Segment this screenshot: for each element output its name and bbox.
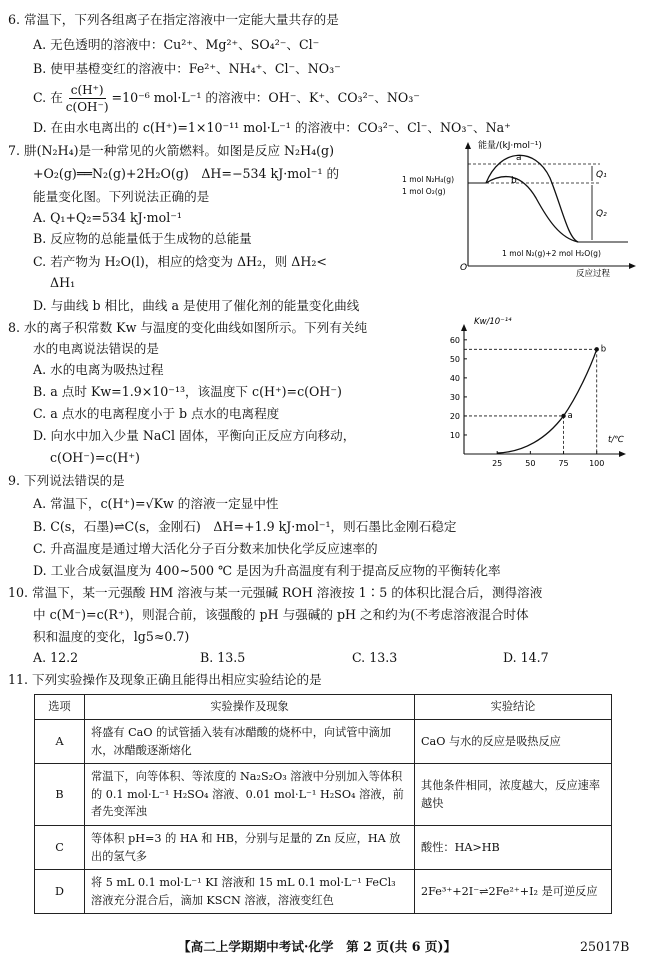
q6-stem: 6. 常温下，下列各组离子在指定溶液中一定能大量共存的是 [8,12,339,27]
q10-option-c: C. 13.3 [352,650,398,665]
q8-option-b: B. a 点时 Kw=1.9×10⁻¹³，该温度下 c(H⁺)=c(OH⁻) [33,384,342,399]
q8-kw-chart [440,314,640,474]
kw-x-tick-label: 100 [589,459,605,468]
q9-option-b: B. C(s，石墨)⇌C(s，金刚石) ΔH=+1.9 kJ·mol⁻¹，则石墨比金刚石稳定 [33,519,457,534]
q7-reactant1: 1 mol N₂H₄(g) [402,175,455,184]
kw-x-tick-label: 25 [492,459,503,468]
q6-option-d: D. 在由水电离出的 c(H⁺)=1×10⁻¹¹ mol·L⁻¹ 的溶液中：CO₃²⁻、Cl⁻、NO₃⁻、Na⁺ [33,120,511,135]
q7-curve-a [486,155,578,242]
row-operation: 将 5 mL 0.1 mol·L⁻¹ KI 溶液和 15 mL 0.1 mol·L⁻¹ FeCl₃ 溶液充分混合后，滴加 KSCN 溶液，溶液变红色 [85,870,415,914]
q6-option-a: A. 无色透明的溶液中：Cu²⁺、Mg²⁺、SO₄²⁻、Cl⁻ [33,37,320,52]
q9-option-a: A. 常温下，c(H⁺)=√Kw 的溶液一定显中性 [33,496,279,511]
paper-code: 25017B [580,939,630,954]
q8-stem-line2: 水的电离说法错误的是 [33,341,159,356]
kw-y-tick-label: 50 [449,354,460,364]
q10-stem-line3: 积和温度的变化，lg5≈0.7) [33,629,190,644]
kw-point-label: a [567,410,573,421]
q10-option-b: B. 13.5 [200,650,246,665]
kw-y-tick-label: 60 [449,335,460,345]
q7-reactant2: 1 mol O₂(g) [402,187,446,196]
q11-experiment-table [34,694,612,914]
q7-curve-b [486,177,578,242]
q7-option-b: B. 反应物的总能量低于生成物的总能量 [33,231,252,246]
row-conclusion: 2Fe³⁺+2I⁻⇌2Fe²⁺+I₂ 是可逆反应 [415,870,612,914]
kw-y-tick-label: 20 [449,411,460,421]
q6-fraction-denominator: c(OH⁻) [65,100,109,114]
row-operation: 等体积 pH=3 的 HA 和 HB，分别与足量的 Zn 反应，HA 放出的氢气多 [85,826,415,870]
header-operation: 实验操作及现象 [85,695,415,720]
q7-energy-diagram [400,138,640,278]
q6-fraction-numerator: c(H⁺) [70,83,104,97]
kw-y-arrow [461,324,467,331]
q7-option-c-line1: C. 若产物为 H₂O(l)，相应的焓变为 ΔH₂，则 ΔH₂< [33,254,327,269]
q7-x-arrow [629,263,636,269]
q8-option-a: A. 水的电离为吸热过程 [33,362,164,377]
q6-option-c [33,84,420,113]
q8-xlabel: t/℃ [608,435,624,445]
kw-x-tick-label: 50 [525,459,536,468]
q7-curve-a-label: a [516,153,522,163]
q7-y-arrow [465,142,471,149]
kw-x-tick-label: 75 [558,459,569,468]
q10-stem-line1: 10. 常温下，某一元强酸 HM 溶液与某一元强碱 ROH 溶液按 1∶5 的体积比混合后，测得溶液 [8,585,543,600]
q8-stem-line1: 8. 水的离子积常数 Kw 与温度的变化曲线如图所示。下列有关纯 [8,320,368,335]
q7-origin: O [460,263,468,273]
kw-point [595,347,599,351]
row-operation: 常温下，向等体积、等浓度的 Na₂S₂O₃ 溶液中分别加入等体积的 0.1 mol·L⁻¹ H₂SO₄ 溶液、0.01 mol·L⁻¹ H₂SO₄ 溶液，前者先变浑浊 [85,764,415,826]
q7-stem-line1: 7. 肼(N₂H₄)是一种常见的火箭燃料。如图是反应 N₂H₄(g) [8,143,335,158]
row-conclusion: 酸性：HA>HB [415,826,612,870]
kw-x-arrow [619,451,626,457]
table-row [35,764,612,826]
page-footer: 【高二上学期期中考试·化学 第 2 页(共 6 页)】 [178,939,457,954]
row-option: D [35,870,85,914]
q9-stem: 9. 下列说法错误的是 [8,473,125,488]
kw-y-tick-label: 40 [449,373,460,383]
q6-fraction [66,84,109,113]
header-conclusion: 实验结论 [415,695,612,720]
row-option: A [35,720,85,764]
q8-option-c: C. a 点水的电离程度小于 b 点水的电离程度 [33,406,280,421]
table-row [35,870,612,914]
q7-option-a: A. Q₁+Q₂=534 kJ·mol⁻¹ [33,210,182,225]
q7-q1-label: Q₁ [596,170,607,180]
q10-stem-line2: 中 c(M⁻)=c(R⁺)，则混合前，该强酸的 pH 与强碱的 pH 之和约为(不考虑溶液混合时体 [33,607,529,622]
q6-option-b: B. 使甲基橙变红的溶液中：Fe²⁺、NH₄⁺、Cl⁻、NO₃⁻ [33,61,341,76]
q7-stem-line2: +O₂(g)══N₂(g)+2H₂O(g) ΔH=−534 kJ·mol⁻¹ 的 [33,166,340,181]
row-option: C [35,826,85,870]
q7-option-d: D. 与曲线 b 相比，曲线 a 是使用了催化剂的能量变化曲线 [33,298,360,313]
table-row [35,720,612,764]
q8-option-d-line1: D. 向水中加入少量 NaCl 固体，平衡向正反应方向移动， [33,428,356,443]
kw-curve [497,349,597,453]
q7-ylabel: 能量/(kJ·mol⁻¹) [478,141,542,151]
row-conclusion: CaO 与水的反应是吸热反应 [415,720,612,764]
q7-stem-line3: 能量变化图。下列说法正确的是 [33,189,210,204]
kw-point [561,414,565,418]
q8-option-d-line2: c(OH⁻)=c(H⁺) [50,450,140,465]
q11-stem: 11. 下列实验操作及现象正确且能得出相应实验结论的是 [8,672,322,687]
q6-option-c-suffix: =10⁻⁶ mol·L⁻¹ 的溶液中：OH⁻、K⁺、CO₃²⁻、NO₃⁻ [111,90,420,106]
row-conclusion: 其他条件相同，浓度越大，反应速率越快 [415,764,612,826]
kw-point-label: b [600,344,607,355]
q10-option-d: D. 14.7 [503,650,549,665]
q7-q2-label: Q₂ [596,209,607,219]
q9-option-d: D. 工业合成氨温度为 400~500 ℃ 是因为升高温度有利于提高反应物的平衡转化率 [33,563,501,578]
q7-curve-b-label: b [511,176,517,186]
q7-option-c-line2: ΔH₁ [50,275,76,290]
table-header-row [35,695,612,720]
q9-option-c: C. 升高温度是通过增大活化分子百分数来加快化学反应速率的 [33,541,378,556]
row-option: B [35,764,85,826]
q8-ylabel: Kw/10⁻¹⁴ [474,317,512,327]
q7-xlabel: 反应过程 [576,269,611,278]
q10-option-a: A. 12.2 [33,650,79,665]
row-operation: 将盛有 CaO 的试管插入装有冰醋酸的烧杯中，向试管中滴加水，冰醋酸逐渐熔化 [85,720,415,764]
kw-y-tick-label: 10 [449,430,460,440]
table-row [35,826,612,870]
kw-y-tick-label: 30 [449,392,460,402]
q7-product: 1 mol N₂(g)+2 mol H₂O(g) [502,249,601,258]
header-option: 选项 [35,695,85,720]
q6-option-c-prefix: C. 在 [33,90,63,106]
